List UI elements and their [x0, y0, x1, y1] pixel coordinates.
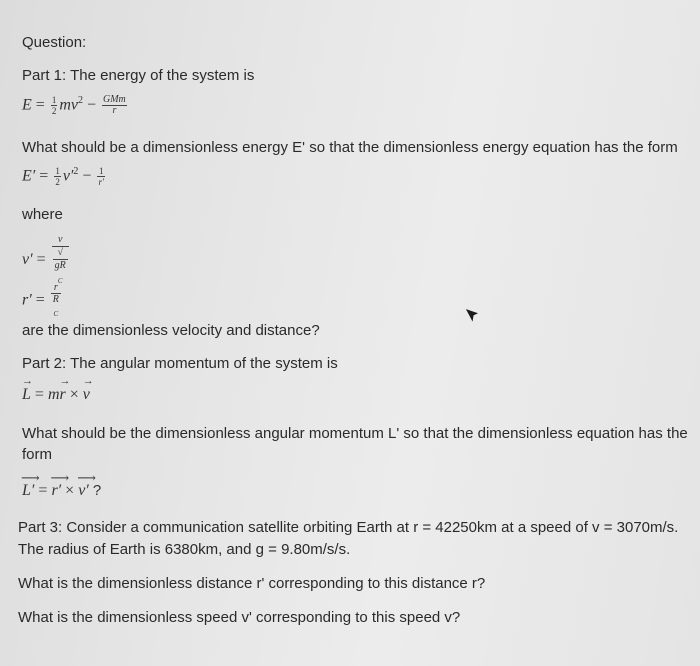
dimensionless-angular-momentum-qmark: ? [92, 482, 102, 499]
energy-equation: E = $\frac{1}{2}$ $mv^2$ − $\frac{\text{GMm}}{r}$ [22, 94, 126, 117]
vprime-denominator: gR [54, 260, 66, 271]
rprime-denominator: R [52, 294, 59, 305]
part2-question-line1: What should be the dimensionless angular momentum L' so that the dimensionless equation has the [22, 425, 688, 442]
mouse-cursor-icon [466, 306, 480, 322]
energy-eq-frac-num: GMm [103, 94, 126, 106]
energy-eq-lhs: E [22, 96, 32, 114]
vprime-definition: v′ = v √ gR $_C$ [22, 234, 71, 287]
rprime-denominator-sub: C [53, 310, 59, 318]
angular-momentum-equation: → L = m→ r × → v [22, 386, 90, 404]
rprime-definition: r′ = r R $_C$ [22, 282, 59, 318]
part3-question2: What is the dimensionless speed v' corresponding to this speed v? [18, 609, 461, 626]
part2-intro: Part 2: The angular momentum of the system is [22, 355, 338, 372]
part1-question: What should be a dimensionless energy E' so that the dimensionless energy equation has the form [22, 139, 678, 156]
dimensionless-energy-equation: E′ = $\frac{1}{2}$ $v'^2$ − $\frac{1}{r'}$ [22, 166, 104, 188]
question-label: Question: [22, 34, 87, 51]
vprime-numerator: v [52, 234, 69, 247]
where-label: where [22, 206, 63, 223]
part3-question1: What is the dimensionless distance r' corresponding to this distance r? [18, 575, 486, 592]
part1-intro: Part 1: The energy of the system is [22, 67, 255, 84]
part1-tail: are the dimensionless velocity and distance? [22, 322, 320, 339]
dimensionless-angular-momentum-equation: ⟶ L′ = ⟶ r′ × ⟶ v′ ? [22, 482, 101, 500]
energy-eq-kinetic: mv [59, 96, 78, 114]
part3-line1: Part 3: Consider a communication satellite orbiting Earth at r = 42250km at a speed of v = 3070m/s. [18, 519, 679, 536]
part3-line2: The radius of Earth is 6380km, and g = 9.80m/s/s. [18, 541, 351, 558]
part2-question-line2: form [22, 446, 52, 463]
vprime-denominator-sub: C [57, 277, 63, 285]
rprime-numerator: r [51, 282, 61, 294]
energy-eq-frac-den: r [112, 105, 117, 117]
